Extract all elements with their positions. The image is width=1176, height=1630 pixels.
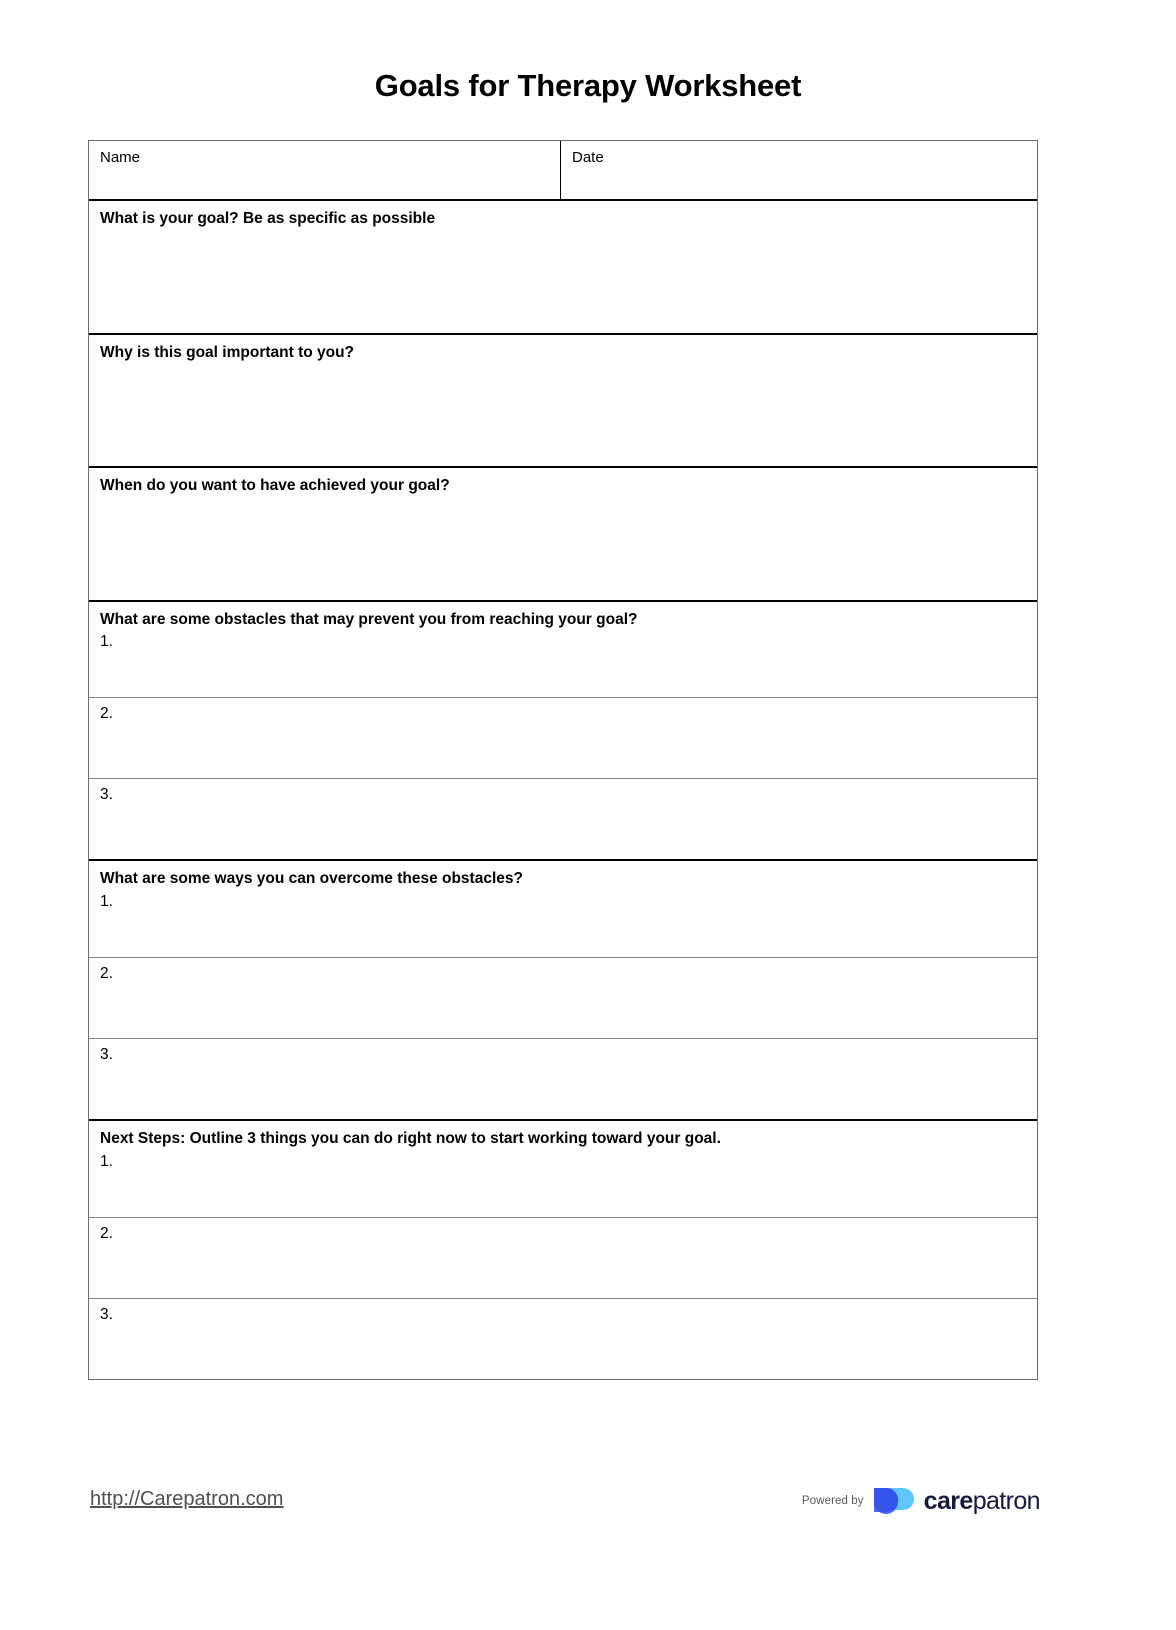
numbered-answer-row[interactable] (89, 1217, 1037, 1298)
page-footer (0, 1478, 1176, 1548)
section-prompt: What are some ways you can overcome these obstacles? (100, 870, 523, 888)
section-answer-area[interactable] (89, 496, 1037, 600)
numbered-answer-row[interactable] (89, 957, 1037, 1038)
section-prompt: When do you want to have achieved your goal? (100, 477, 450, 495)
carepatron-branding (802, 1486, 1040, 1516)
name-label: Name (100, 149, 141, 166)
name-field[interactable] (89, 141, 561, 199)
section-obstacles (89, 602, 1037, 862)
item-number: 3. (100, 786, 113, 804)
numbered-answer-row[interactable] (89, 1149, 1037, 1217)
brand-care-text: care (923, 1486, 973, 1515)
name-date-row (89, 141, 1037, 201)
item-number: 3. (100, 1305, 113, 1323)
numbered-answer-row[interactable] (89, 629, 1037, 697)
worksheet-table (88, 140, 1038, 1380)
date-field[interactable] (561, 141, 1037, 199)
numbered-answer-row[interactable] (89, 778, 1037, 859)
item-number: 3. (100, 1045, 113, 1063)
section-importance (89, 335, 1037, 469)
section-next-steps (89, 1121, 1037, 1379)
item-number: 1. (100, 633, 113, 651)
powered-by-label: Powered by (801, 1495, 864, 1507)
section-prompt: What is your goal? Be as specific as possible (100, 210, 436, 227)
date-label: Date (572, 149, 604, 166)
section-prompt: Next Steps: Outline 3 things you can do right now to start working toward your goal. (100, 1129, 721, 1147)
item-number: 2. (100, 705, 113, 723)
numbered-answer-row[interactable] (89, 697, 1037, 778)
section-prompt: What are some obstacles that may prevent you from reaching your goal? (100, 610, 638, 628)
brand-patron-text: patron (972, 1486, 1040, 1515)
section-prompt: Why is this goal important to you? (100, 343, 355, 361)
carepatron-logo-icon (873, 1486, 915, 1516)
numbered-answer-row[interactable] (89, 889, 1037, 957)
item-number: 1. (100, 1152, 113, 1170)
section-timeline (89, 468, 1037, 602)
item-number: 1. (100, 892, 113, 910)
section-overcome (89, 861, 1037, 1121)
section-answer-area[interactable] (89, 362, 1037, 466)
numbered-answer-row[interactable] (89, 1298, 1037, 1379)
section-answer-area[interactable] (89, 229, 1037, 333)
carepatron-wordmark (923, 1486, 1040, 1515)
item-number: 2. (100, 1224, 113, 1242)
numbered-answer-row[interactable] (89, 1038, 1037, 1119)
section-goal (89, 201, 1037, 335)
item-number: 2. (100, 964, 113, 982)
page-title: Goals for Therapy Worksheet (374, 68, 802, 103)
carepatron-url-link[interactable]: http://Carepatron.com (90, 1488, 284, 1510)
